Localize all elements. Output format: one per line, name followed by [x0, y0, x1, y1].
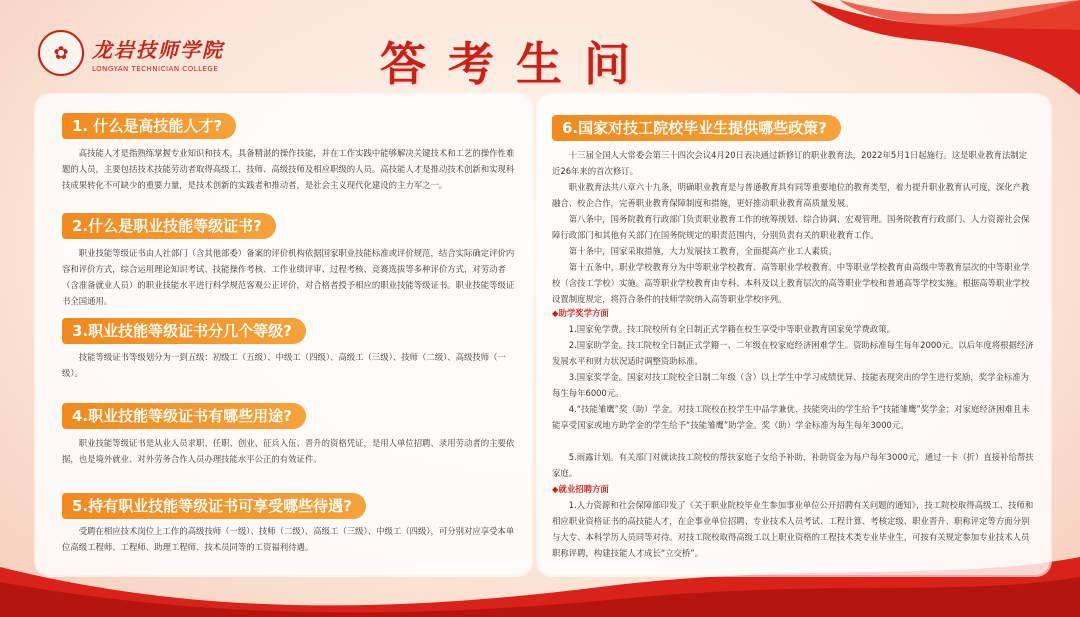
question-6: 6.国家对技工院校毕业生提供哪些政策? [552, 115, 841, 141]
question-2: 2.什么是职业技能等级证书? [62, 213, 276, 239]
page-title: 答考生问 [380, 37, 652, 91]
policy-paragraph-2: 职业教育法共八章六十九条，明确职业教育是与普通教育具有同等重要地位的教育类型，着力提升职业教育认可度，深化产教融合、校企合作，完善职业教育保障制度和措施，更好推动职业教育高质量发展。 [552, 182, 1030, 208]
policy-paragraph-1: 十三届全国人大常委会第三十四次会议4月20日表决通过新修订的职业教育法，2022年5月1日起施行。这是职业教育法制定近26年来的首次修订。 [552, 150, 1028, 176]
answer-1: 高技能人才是指熟练掌握专业知识和技术，具备精湛的操作技能，并在工作实践中能够解决关键技术和工艺的操作性难题的人员，主要包括技术技能劳动者取得高级工、技师、高级技师及相应职级的人员。高技能人才是推动技术创新和实现科技成果转化不可缺少的重要力量，是技术创新的实践者和推动者，是社会主义现代化建设的主力军之一。 [62, 148, 515, 190]
policy-paragraph-5: 第十五条中，职业学校教育分为中等职业学校教育、高等职业学校教育。中等职业学校教育由高级中等教育层次的中等职业学校（含技工学校）实施。高等职业学校教育由专科、本科及以上教育层次的高等职业学校和普通高等学校实施。根据高等职业学校设置制度规定，将符合条件的技师学院纳入高等职业学校序列。 [552, 262, 1030, 304]
answer-3: 技能等级证书等级划分为一到五级：初级工（五级）、中级工（四级）、高级工（三级）、技师（二级）、高级技师（一级）。 [62, 352, 506, 378]
school-seal-icon: ✿ [38, 30, 84, 76]
school-name: 龙岩技师学院 [92, 37, 224, 62]
answer-2: 职业技能等级证书由人社部门（含其他部委）备案的评价机构依据国家职业技能标准或评价规范，结合实际确定评价内容和评价方式，综合运用理论知识考试、技能操作考核、工作业绩评审、过程考核、竞赛选拔等多种评价方式，对劳动者（含准备就业人员）的职业技能水平进行科学规范客观公正评价，对合格者授予相应的职业技能等级证书。职业技能等级证书全国通用。 [62, 248, 515, 306]
question-3: 3.职业技能等级证书分几个等级? [62, 318, 306, 344]
policy-paragraph-3: 第八条中，国务院教育行政部门负责职业教育工作的统筹规划、综合协调、宏观管理。国务院教育行政部门、人力资源社会保障行政部门和其他有关部门在国务院规定的职责范围内，分别负责有关的职业教育工作。 [552, 214, 1030, 240]
red-flag-decoration [720, 0, 1080, 95]
policy-paragraph-4: 第十条中，国家采取措施，大力发展技工教育，全面提高产业工人素质。 [568, 246, 837, 256]
right-panel [538, 95, 1050, 575]
aid-item-5: 5.雨露计划。有关部门对就读技工院校的帮扶家庭子女给予补助，补助资金为每户每年3000元，通过一卡（折）直接补给帮扶家庭。 [552, 452, 1034, 478]
aid-item-3: 3.国家奖学金。国家对技工院校全日制二年级（含）以上学生中学习成绩优异、技能表现突出的学生进行奖励，奖学金标准为每生每年6000元。 [552, 372, 1030, 398]
question-4: 4.职业技能等级证书有哪些用途? [62, 403, 306, 429]
aid-item-4: 4.“技能雏鹰”奖（助）学金。对技工院校在校学生中品学兼优、技能突出的学生给予“技能雏鹰”奖学金；对家庭经济困难且未能享受国家或地方助学金的学生给予“技能雏鹰”助学金。奖（助）学金标准为每生每年3000元。 [552, 404, 1030, 430]
school-name-en: LONGYAN TECHNICIAN COLLEGE [92, 64, 219, 73]
aid-item-1: 1.国家免学费。技工院校所有全日制正式学籍在校生享受中等职业教育国家免学费政策。 [568, 324, 896, 334]
aid-item-2: 2.国家助学金。技工院校全日制正式学籍一、二年级在校家庭经济困难学生。资助标准每生每年2000元。以后年度将根据经济发展水平和财力状况适时调整资助标准。 [552, 340, 1034, 366]
subsection-financial-aid: ◆助学奖学方面 [552, 308, 609, 318]
subsection-employment: ◆就业招聘方面 [552, 484, 609, 494]
answer-4: 职业技能等级证书是从业人员求职、任职、创业、征兵入伍、晋升的资格凭证，是用人单位招聘、录用劳动者的主要依据，也是境外就业、对外劳务合作人员办理技能水平公正的有效证件。 [62, 438, 515, 464]
school-logo [38, 30, 224, 76]
question-5: 5.持有职业技能等级证书可享受哪些待遇? [62, 493, 366, 519]
question-1: 1. 什么是高技能人才? [62, 113, 236, 139]
employment-item-1: 1.人力资源和社会保障部印发了《关于职业院校毕业生参加事业单位公开招聘有关问题的通知》，技工院校取得高级工、技师和相应职业资格证书的高技能人才，在企事业单位招聘、专业技术人员考试、工程计算、考核定级、职业晋升、职称评定等方面分别与大专、本科学历人员同等对待。对技工院校取得高级工以上职业资格的工程技术类专业毕业生，可按有关规定参加专业技术人员职称评聘，构建技能人才成长“立交桥”。 [552, 500, 1034, 558]
left-panel [36, 95, 531, 575]
answer-5: 受聘在相应技术岗位上工作的高级技师（一级）、技师（二级）、高级工（三级）、中级工（四级），可分别对应享受本单位高级工程师、工程师、助理工程师、技术员同等的工资福利待遇。 [62, 526, 515, 552]
